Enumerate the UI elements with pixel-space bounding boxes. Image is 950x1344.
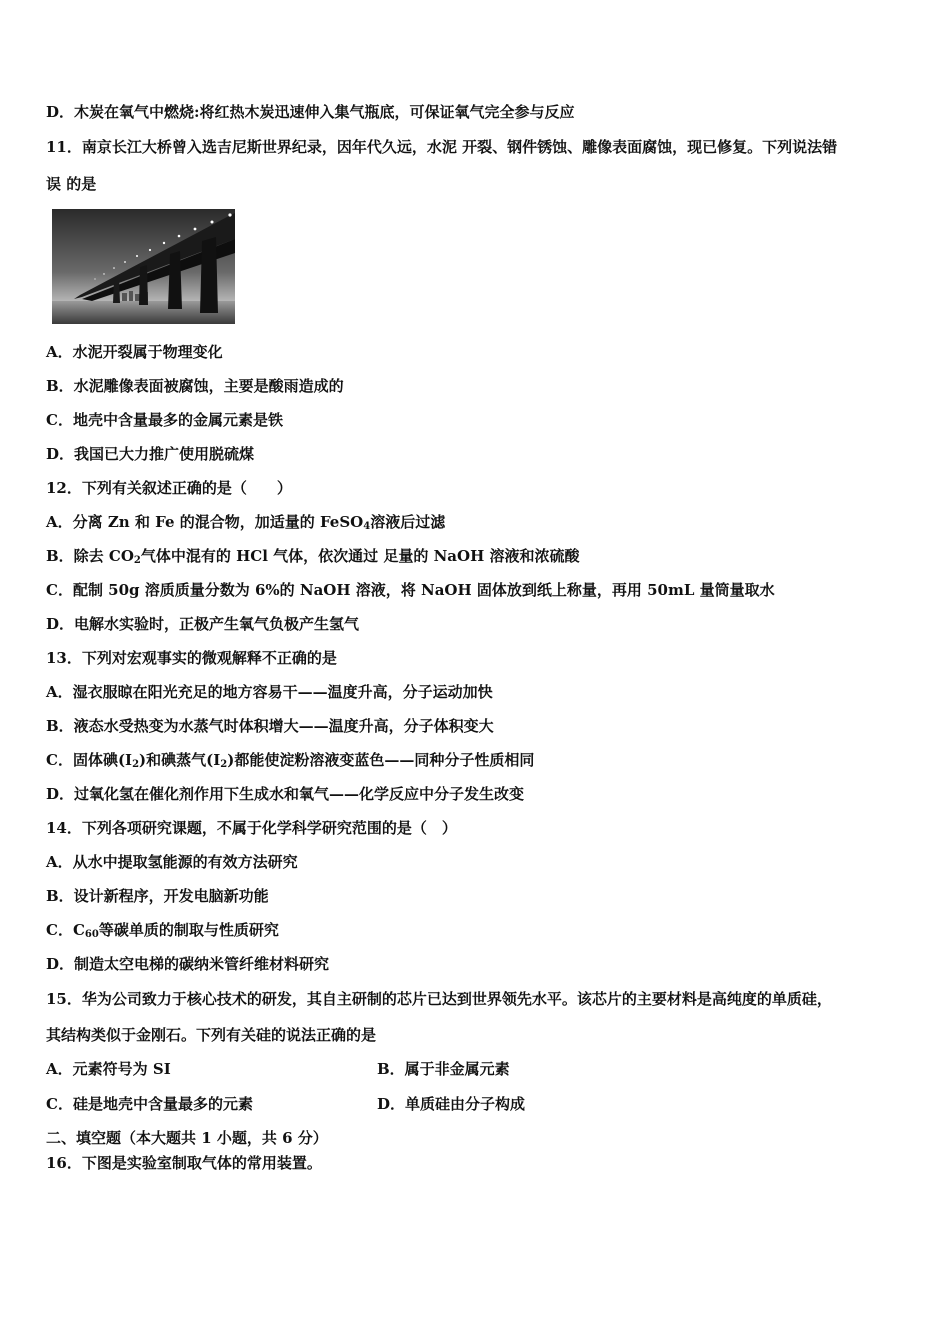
q11-option-d: D．我国已大力推广使用脱硫煤 xyxy=(46,445,255,463)
q12-option-d: D．电解水实验时，正极产生氧气负极产生氢气 xyxy=(46,615,360,633)
q14-option-c-subscript: 60 xyxy=(84,929,99,940)
q12-stem: 12．下列有关叙述正确的是（ ） xyxy=(46,479,292,497)
q13-option-a: A．湿衣服晾在阳光充足的地方容易干——温度升高，分子运动加快 xyxy=(46,683,493,701)
q14-option-b: B．设计新程序，开发电脑新功能 xyxy=(46,887,269,905)
q15-option-d: D．单质硅由分子构成 xyxy=(377,1095,526,1113)
q13-option-c-part2: )和碘蒸气(I xyxy=(139,751,221,769)
q12-option-b-text: B．除去 CO xyxy=(46,547,134,565)
q13-option-d: D．过氧化氢在催化剂作用下生成水和氧气——化学反应中分子发生改变 xyxy=(46,785,525,803)
q13-option-c-sub2: 2 xyxy=(220,759,228,770)
q12-option-a xyxy=(46,512,445,532)
q14-stem: 14．下列各项研究课题，不属于化学科学研究范围的是（ ） xyxy=(46,819,457,837)
q14-option-d: D．制造太空电梯的碳纳米管纤维材料研究 xyxy=(46,955,330,973)
q15-option-c: C．硅是地壳中含量最多的元素 xyxy=(46,1095,253,1113)
q11-stem-line2: 误 的是 xyxy=(46,175,97,193)
q14-option-c xyxy=(46,920,279,940)
q13-option-c xyxy=(46,750,534,770)
bridge-photo xyxy=(52,209,235,324)
q15-stem-line1: 15．华为公司致力于核心技术的研发，其自主研制的芯片已达到世界领先水平。该芯片的主要材料是高纯度的单质硅， xyxy=(46,990,832,1008)
q15-option-a: A．元素符号为 SI xyxy=(46,1060,171,1078)
q14-option-c-text: C．C xyxy=(46,921,85,939)
q11-option-b: B．水泥雕像表面被腐蚀，主要是酸雨造成的 xyxy=(46,377,344,395)
section-heading: 二、填空题（本大题共 1 小题，共 6 分） xyxy=(46,1129,328,1147)
q13-stem: 13．下列对宏观事实的微观解释不正确的是 xyxy=(46,649,337,667)
q15-stem-line2: 其结构类似于金刚石。下列有关硅的说法正确的是 xyxy=(46,1026,377,1044)
q13-option-b: B．液态水受热变为水蒸气时体积增大——温度升高，分子体积变大 xyxy=(46,717,494,735)
q13-option-c-sub1: 2 xyxy=(132,759,140,770)
q12-option-a-text: A．分离 Zn 和 Fe 的混合物，加适量的 FeSO xyxy=(46,513,364,531)
q11-stem-line1: 11．南京长江大桥曾入选吉尼斯世界纪录，因年代久远，水泥 开裂、钢件锈蚀、雕像表面腐蚀，现已修复。下列说法错 xyxy=(46,138,838,156)
q11-option-c: C．地壳中含量最多的金属元素是铁 xyxy=(46,411,283,429)
q13-option-c-part1: C．固体碘(I xyxy=(46,751,133,769)
q13-option-c-part3: )都能使淀粉溶液变蓝色——同种分子性质相同 xyxy=(227,751,535,769)
q12-option-a-tail: 溶液后过滤 xyxy=(370,513,446,531)
q11-option-a: A．水泥开裂属于物理变化 xyxy=(46,343,223,361)
q12-option-c: C．配制 50g 溶质质量分数为 6%的 NaOH 溶液，将 NaOH 固体放到纸上称量，再用 50mL 量筒量取水 xyxy=(46,581,775,599)
q12-option-a-subscript: 4 xyxy=(363,521,371,532)
q14-option-c-tail: 等碳单质的制取与性质研究 xyxy=(98,921,279,939)
q12-option-b xyxy=(46,546,579,566)
q12-option-b-subscript: 2 xyxy=(133,555,141,566)
q10-option-d: D．木炭在氧气中燃烧:将红热木炭迅速伸入集气瓶底，可保证氧气完全参与反应 xyxy=(46,103,575,121)
q12-option-b-tail: 气体中混有的 HCl 气体，依次通过 足量的 NaOH 溶液和浓硫酸 xyxy=(140,547,580,565)
q15-option-b: B．属于非金属元素 xyxy=(377,1060,510,1078)
q14-option-a: A．从水中提取氢能源的有效方法研究 xyxy=(46,853,298,871)
q16-stem: 16．下图是实验室制取气体的常用装置。 xyxy=(46,1154,322,1172)
